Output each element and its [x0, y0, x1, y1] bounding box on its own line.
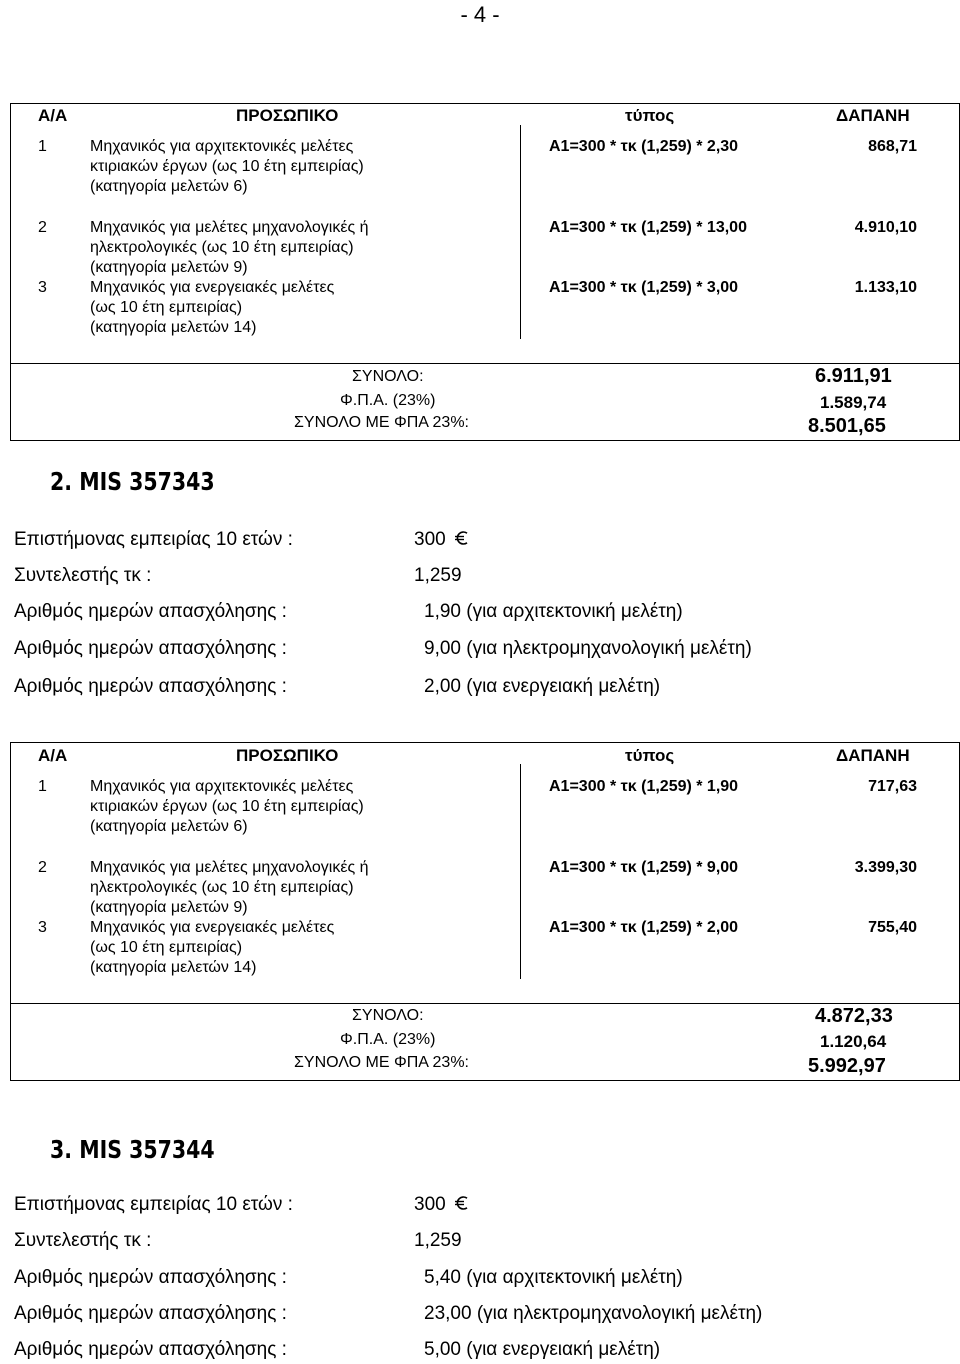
param-label: Αριθμός ημερών απασχόλησης : [14, 1303, 287, 1324]
page-number: - 4 - [460, 2, 500, 27]
table-row-cost: 717,63 [868, 778, 917, 795]
param-value: 5,40 (για αρχιτεκτονική μελέτη) [424, 1267, 683, 1288]
table-2-header-personnel: ΠΡΟΣΩΠΙΚΟ [236, 746, 339, 765]
section-3-title: 3. MIS 357344 [50, 1135, 215, 1164]
table-2-sum-value: 4.872,33 [815, 1005, 893, 1027]
table-row-number: 1 [38, 778, 47, 795]
param-label: Συντελεστής τκ : [14, 565, 152, 586]
table-row-number: 2 [38, 219, 47, 236]
param-label: Αριθμός ημερών απασχόλησης : [14, 676, 287, 697]
table-row-description: Μηχανικός για αρχιτεκτονικές μελέτες [90, 778, 354, 795]
table-row-formula: Α1=300 * τκ (1,259) * 2,30 [549, 138, 739, 155]
table-1-total-value: 8.501,65 [808, 415, 886, 437]
param-label: Αριθμός ημερών απασχόλησης : [14, 1267, 287, 1288]
table-row-cost: 1.133,10 [854, 279, 917, 296]
table-row-description: (κατηγορία μελετών 9) [90, 899, 248, 916]
table-2-total-value: 5.992,97 [808, 1055, 886, 1077]
table-1-header-type: τύπος [625, 106, 675, 125]
param-label: Επιστήμονας εμπειρίας 10 ετών : [14, 1194, 293, 1215]
table-1-header-personnel: ΠΡΟΣΩΠΙΚΟ [236, 106, 339, 125]
table-row-description: Μηχανικός για ενεργειακές μελέτες [90, 279, 335, 296]
param-value [414, 528, 470, 552]
table-2-column-divider [520, 764, 521, 979]
table-row-number: 3 [38, 919, 47, 936]
param-value: 1,259 [414, 1230, 462, 1251]
param-value-text: 300 [414, 1194, 446, 1215]
table-row-description: (ως 10 έτη εμπειρίας) [90, 939, 243, 956]
param-value: 9,00 (για ηλεκτρομηχανολογική μελέτη) [424, 638, 752, 659]
table-row-cost: 755,40 [868, 919, 917, 936]
table-row-number: 3 [38, 279, 47, 296]
param-label: Αριθμός ημερών απασχόλησης : [14, 601, 287, 622]
table-row-description: Μηχανικός για αρχιτεκτονικές μελέτες [90, 138, 354, 155]
table-row-description: (κατηγορία μελετών 14) [90, 959, 257, 976]
table-1-sum-label: ΣΥΝΟΛΟ: [352, 368, 424, 385]
table-1-rule [10, 363, 960, 364]
table-row-description: Μηχανικός για μελέτες μηχανολογικές ή [90, 219, 369, 236]
table-1-vat-label: Φ.Π.Α. (23%) [340, 392, 436, 409]
table-row-description: (κατηγορία μελετών 9) [90, 259, 248, 276]
table-2-vat-label: Φ.Π.Α. (23%) [340, 1031, 436, 1048]
table-2-header-cost: ΔΑΠΑΝΗ [836, 746, 910, 765]
param-value: 2,00 (για ενεργειακή μελέτη) [424, 676, 661, 697]
table-1-sum-value: 6.911,91 [815, 365, 892, 387]
table-row-description: (κατηγορία μελετών 14) [90, 319, 257, 336]
euro-sign-icon [454, 1195, 470, 1211]
table-row-cost: 3.399,30 [854, 859, 917, 876]
param-label: Συντελεστής τκ : [14, 1230, 152, 1251]
section-2-title: 2. MIS 357343 [50, 467, 215, 496]
table-row-description: ηλεκτρολογικές (ως 10 έτη εμπειρίας) [90, 239, 354, 256]
table-row-number: 2 [38, 859, 47, 876]
table-row-formula: Α1=300 * τκ (1,259) * 1,90 [549, 778, 739, 795]
table-1-vat-value: 1.589,74 [820, 393, 887, 412]
table-row-description: ηλεκτρολογικές (ως 10 έτη εμπειρίας) [90, 879, 354, 896]
table-row-description: Μηχανικός για μελέτες μηχανολογικές ή [90, 859, 369, 876]
param-label: Αριθμός ημερών απασχόλησης : [14, 638, 287, 659]
table-1-header-aa: Α/Α [38, 106, 68, 125]
param-value: 23,00 (για ηλεκτρομηχανολογική μελέτη) [424, 1303, 763, 1324]
table-2-total-label: ΣΥΝΟΛΟ ΜΕ ΦΠΑ 23%: [294, 1054, 469, 1071]
table-row-cost: 4.910,10 [854, 219, 917, 236]
table-row-formula: Α1=300 * τκ (1,259) * 13,00 [549, 219, 747, 236]
table-row-formula: Α1=300 * τκ (1,259) * 3,00 [549, 279, 739, 296]
param-label: Αριθμός ημερών απασχόλησης : [14, 1339, 287, 1360]
table-row-formula: Α1=300 * τκ (1,259) * 9,00 [549, 859, 739, 876]
table-1-total-label: ΣΥΝΟΛΟ ΜΕ ΦΠΑ 23%: [294, 414, 469, 431]
table-1-column-divider [520, 125, 521, 339]
table-row-cost: 868,71 [868, 138, 917, 155]
table-2-vat-value: 1.120,64 [820, 1032, 887, 1051]
param-label: Επιστήμονας εμπειρίας 10 ετών : [14, 529, 293, 550]
table-row-description: κτιριακών έργων (ως 10 έτη εμπειρίας) [90, 798, 364, 815]
param-value-text: 300 [414, 529, 446, 550]
table-2-rule [10, 1003, 960, 1004]
param-value: 5,00 (για ενεργειακή μελέτη) [424, 1339, 661, 1360]
table-row-description: κτιριακών έργων (ως 10 έτη εμπειρίας) [90, 158, 364, 175]
param-value: 1,90 (για αρχιτεκτονική μελέτη) [424, 601, 683, 622]
table-1-header-cost: ΔΑΠΑΝΗ [836, 106, 910, 125]
param-value [414, 1193, 470, 1217]
table-row-description: (κατηγορία μελετών 6) [90, 178, 248, 195]
table-2-sum-label: ΣΥΝΟΛΟ: [352, 1007, 424, 1024]
table-row-number: 1 [38, 138, 47, 155]
table-2-header-type: τύπος [625, 746, 675, 765]
table-row-description: (κατηγορία μελετών 6) [90, 818, 248, 835]
table-row-formula: Α1=300 * τκ (1,259) * 2,00 [549, 919, 739, 936]
param-value: 1,259 [414, 565, 462, 586]
table-row-description: (ως 10 έτη εμπειρίας) [90, 299, 243, 316]
table-row-description: Μηχανικός για ενεργειακές μελέτες [90, 919, 335, 936]
table-2-header-aa: Α/Α [38, 746, 68, 765]
euro-sign-icon [454, 530, 470, 546]
